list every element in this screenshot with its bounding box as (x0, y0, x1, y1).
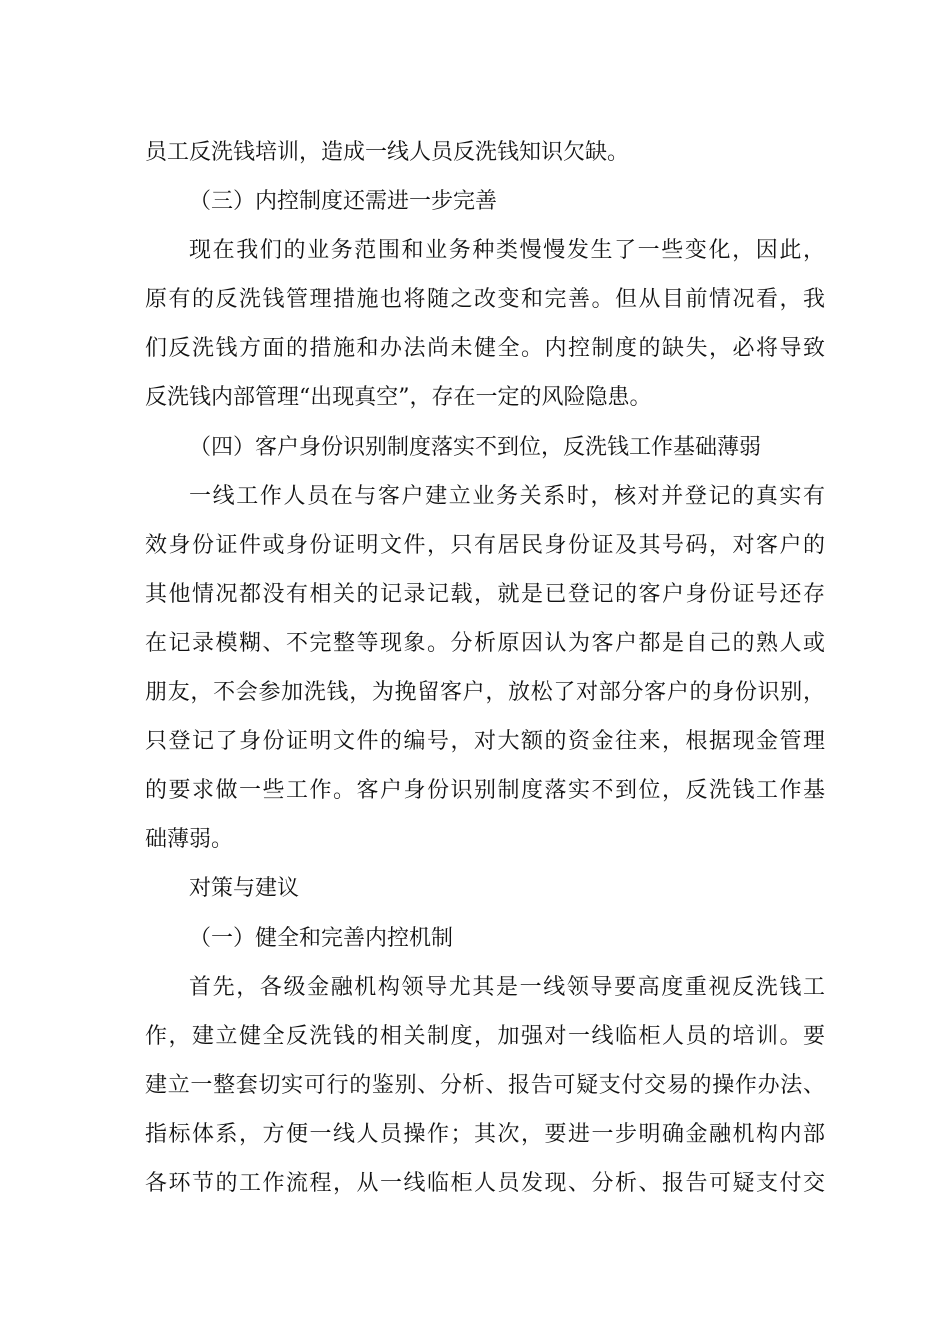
paragraph-line: 作，建立健全反洗钱的相关制度，加强对一线临柜人员的培训。要 (145, 1023, 825, 1049)
paragraph-line: 在记录模糊、不完整等现象。分析原因认为客户都是自己的熟人或 (145, 630, 825, 656)
paragraph-line: 指标体系，方便一线人员操作；其次，要进一步明确金融机构内部 (145, 1121, 825, 1147)
section-title: 对策与建议 (189, 876, 300, 902)
paragraph-line: 各环节的工作流程，从一线临柜人员发现、分析、报告可疑支付交 (145, 1170, 825, 1196)
paragraph-line: 其他情况都没有相关的记录记载，就是已登记的客户身份证号还存 (145, 581, 825, 607)
paragraph-line: 效身份证件或身份证明文件，只有居民身份证及其号码，对客户的 (145, 532, 825, 558)
paragraph-line: 的要求做一些工作。客户身份识别制度落实不到位，反洗钱工作基 (145, 778, 825, 804)
section-heading: （三）内控制度还需进一步完善 (189, 189, 498, 215)
section-heading: （四）客户身份识别制度落实不到位，反洗钱工作基础薄弱 (189, 434, 762, 460)
paragraph-line: 一线工作人员在与客户建立业务关系时，核对并登记的真实有 (189, 483, 825, 509)
paragraph-line: 首先，各级金融机构领导尤其是一线领导要高度重视反洗钱工 (189, 974, 825, 1000)
paragraph-line: 础薄弱。 (145, 827, 234, 853)
paragraph-line: 员工反洗钱培训，造成一线人员反洗钱知识欠缺。 (145, 140, 630, 165)
section-heading: （一）健全和完善内控机制 (189, 925, 454, 951)
document-body (145, 128, 825, 1208)
paragraph-line: 只登记了身份证明文件的编号，对大额的资金往来，根据现金管理 (145, 729, 825, 755)
paragraph-line: 反洗钱内部管理“出现真空”，存在一定的风险隐患。 (145, 385, 652, 411)
paragraph-line: 朋友，不会参加洗钱，为挽留客户，放松了对部分客户的身份识别， (145, 680, 825, 706)
paragraph-line: 原有的反洗钱管理措施也将随之改变和完善。但从目前情况看，我 (145, 287, 825, 313)
paragraph-line: 建立一整套切实可行的鉴别、分析、报告可疑支付交易的操作办法、 (145, 1072, 825, 1098)
paragraph-line: 们反洗钱方面的措施和办法尚未健全。内控制度的缺失，必将导致 (145, 336, 825, 362)
paragraph-line: 现在我们的业务范围和业务种类慢慢发生了一些变化，因此， (189, 238, 825, 264)
